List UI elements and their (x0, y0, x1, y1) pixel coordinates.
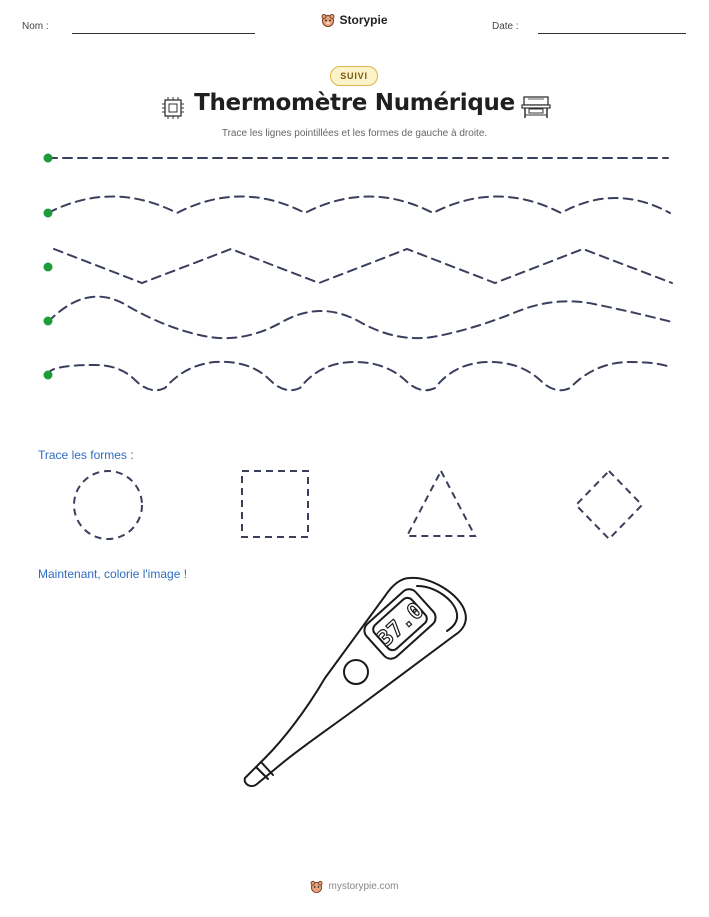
instructions: Trace les lignes pointillées et les formes de gauche à droite. (221, 128, 488, 139)
shapes-section-label: Trace les formes : (38, 448, 134, 462)
coloring-section-label: Maintenant, colorie l'image ! (38, 567, 188, 581)
start-dot (44, 209, 53, 218)
start-dot (44, 317, 53, 326)
start-dot (44, 154, 53, 163)
tracing-shapes (0, 460, 709, 550)
thermometer-illustration[interactable] (235, 570, 475, 795)
title-text: Thermomètre Numérique (194, 90, 515, 116)
level-badge: SUIVI (330, 66, 378, 86)
square-icon[interactable] (242, 471, 308, 537)
footer (0, 880, 709, 893)
tracing-lines (0, 0, 709, 420)
storypie-logo-icon (310, 880, 323, 893)
circle-icon[interactable] (74, 471, 142, 539)
trace-line-bumps[interactable] (48, 362, 672, 390)
start-dot (44, 263, 53, 272)
brand-name: Storypie (339, 13, 388, 27)
thermometer-reading: 37.0 (372, 598, 430, 653)
footer-site[interactable]: mystorypie.com (328, 881, 399, 892)
date-label: Date : (492, 21, 519, 32)
trace-line-sine[interactable] (48, 297, 672, 339)
thermometer-body (245, 578, 466, 786)
trace-line-zigzag[interactable] (54, 249, 672, 283)
name-label: Nom : (22, 21, 49, 32)
diamond-icon[interactable] (576, 471, 642, 539)
start-dot (44, 371, 53, 380)
trace-line-wave[interactable] (48, 197, 670, 214)
triangle-icon[interactable] (407, 471, 475, 536)
thermometer-button (344, 660, 368, 684)
